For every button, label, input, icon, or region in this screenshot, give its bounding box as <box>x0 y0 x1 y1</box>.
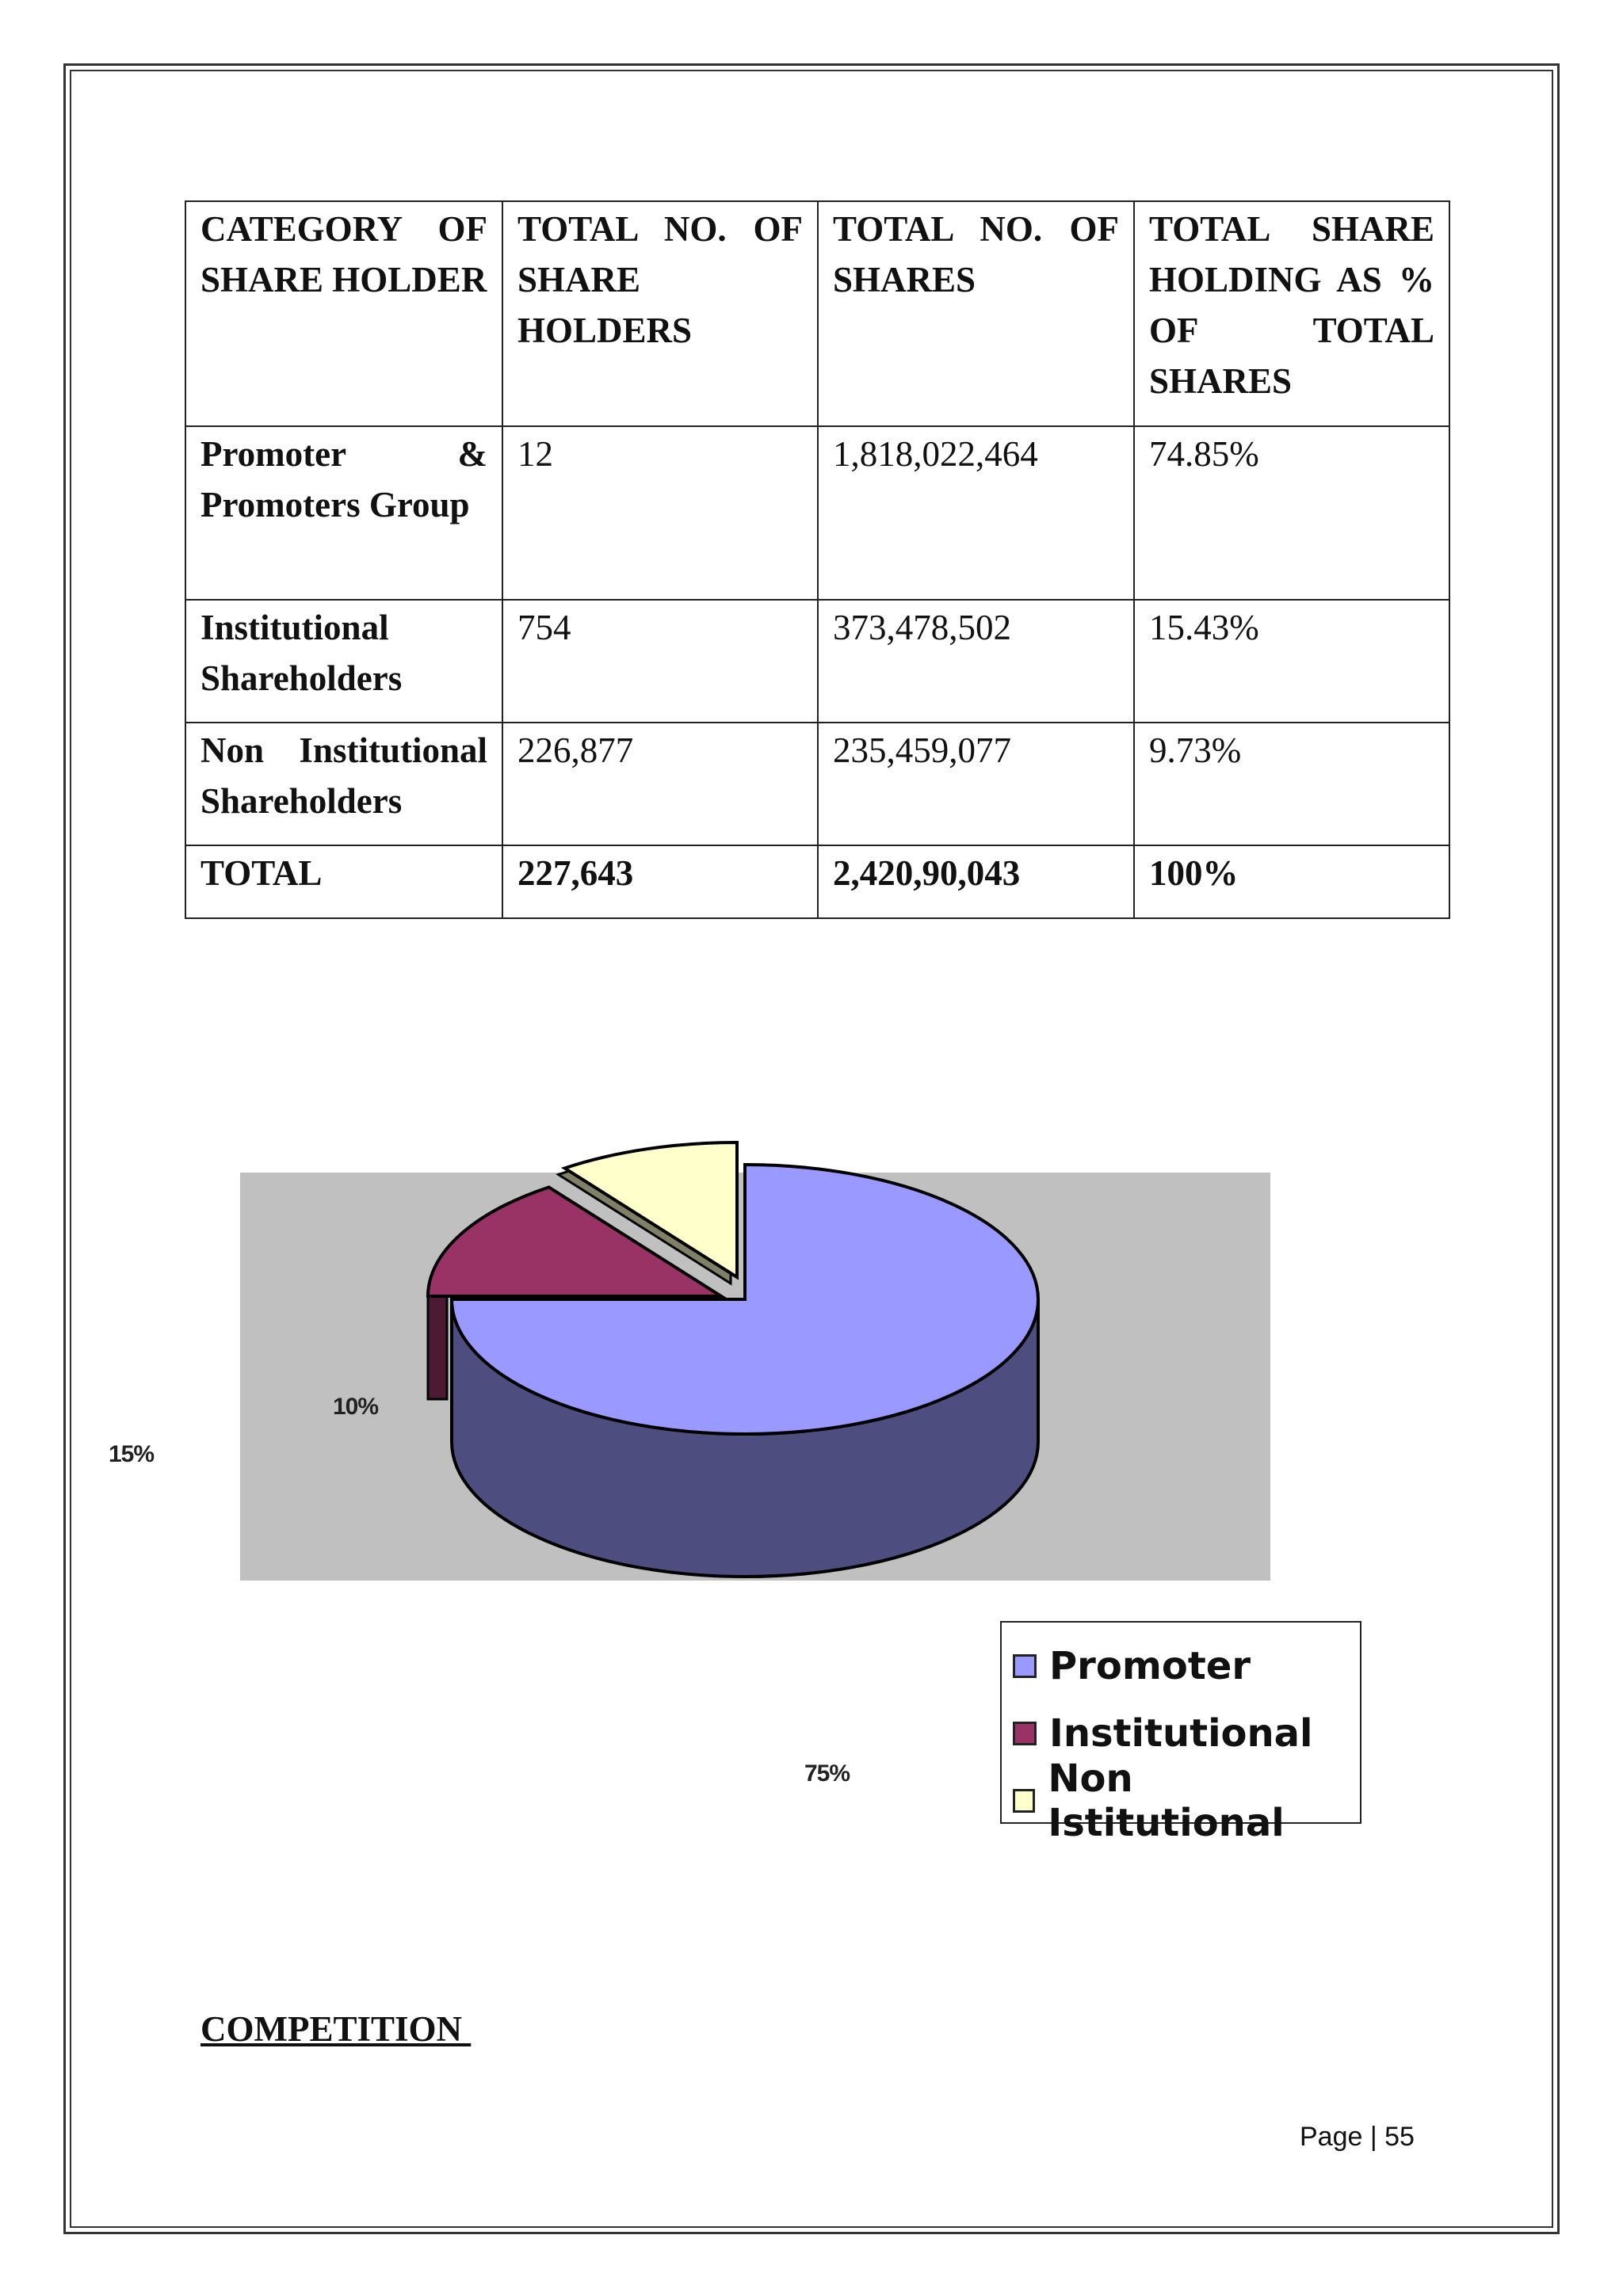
header-category: CATEGORY OF SHARE HOLDER <box>185 201 502 426</box>
legend-swatch <box>1013 1789 1035 1813</box>
legend-swatch <box>1013 1722 1037 1745</box>
table-row <box>185 723 1449 845</box>
row-percent: 9.73% <box>1134 723 1449 845</box>
row-shares: 373,478,502 <box>818 600 1134 723</box>
legend-item-promoter: Promoter <box>1002 1632 1360 1699</box>
total-label: TOTAL <box>185 845 502 918</box>
row-category: Institutional Shareholders <box>185 600 502 723</box>
table-row <box>185 600 1449 723</box>
total-percent: 100% <box>1134 845 1449 918</box>
data-label-promoter: 75% <box>804 1760 850 1787</box>
row-holders: 12 <box>502 426 818 600</box>
total-shares: 2,420,90,043 <box>818 845 1134 918</box>
table-total-row <box>185 845 1449 918</box>
row-shares: 1,818,022,464 <box>818 426 1134 600</box>
row-category: Non Institutional Shareholders <box>185 723 502 845</box>
row-percent: 74.85% <box>1134 426 1449 600</box>
table-row <box>185 426 1449 600</box>
chart-legend <box>1000 1621 1361 1845</box>
data-label-non-institutional: 10% <box>333 1394 379 1420</box>
row-shares: 235,459,077 <box>818 723 1134 845</box>
legend-swatch <box>1013 1654 1037 1678</box>
row-holders: 754 <box>502 600 818 723</box>
row-percent: 15.43% <box>1134 600 1449 723</box>
legend-item-institutional: Institutional <box>1002 1699 1360 1767</box>
header-share-holders: TOTAL NO. OF SHARE HOLDERS <box>502 201 818 426</box>
page-number: Page | 55 <box>1300 2122 1415 2152</box>
legend-item-non-institutional: Non Istitutional <box>1002 1767 1360 1834</box>
header-percent: TOTAL SHARE HOLDING AS % OF TOTAL SHARES <box>1134 201 1449 426</box>
row-holders: 226,877 <box>502 723 818 845</box>
section-heading: COMPETITION <box>200 2009 472 2049</box>
header-shares: TOTAL NO. OF SHARES <box>818 201 1134 426</box>
row-category: Promoter & Promoters Group <box>185 426 502 600</box>
total-holders: 227,643 <box>502 845 818 918</box>
pie-slice-edge-institutional <box>428 1296 447 1399</box>
shareholding-table <box>185 200 1450 919</box>
data-label-institutional: 15% <box>109 1441 155 1467</box>
table-header-row <box>185 201 1449 426</box>
